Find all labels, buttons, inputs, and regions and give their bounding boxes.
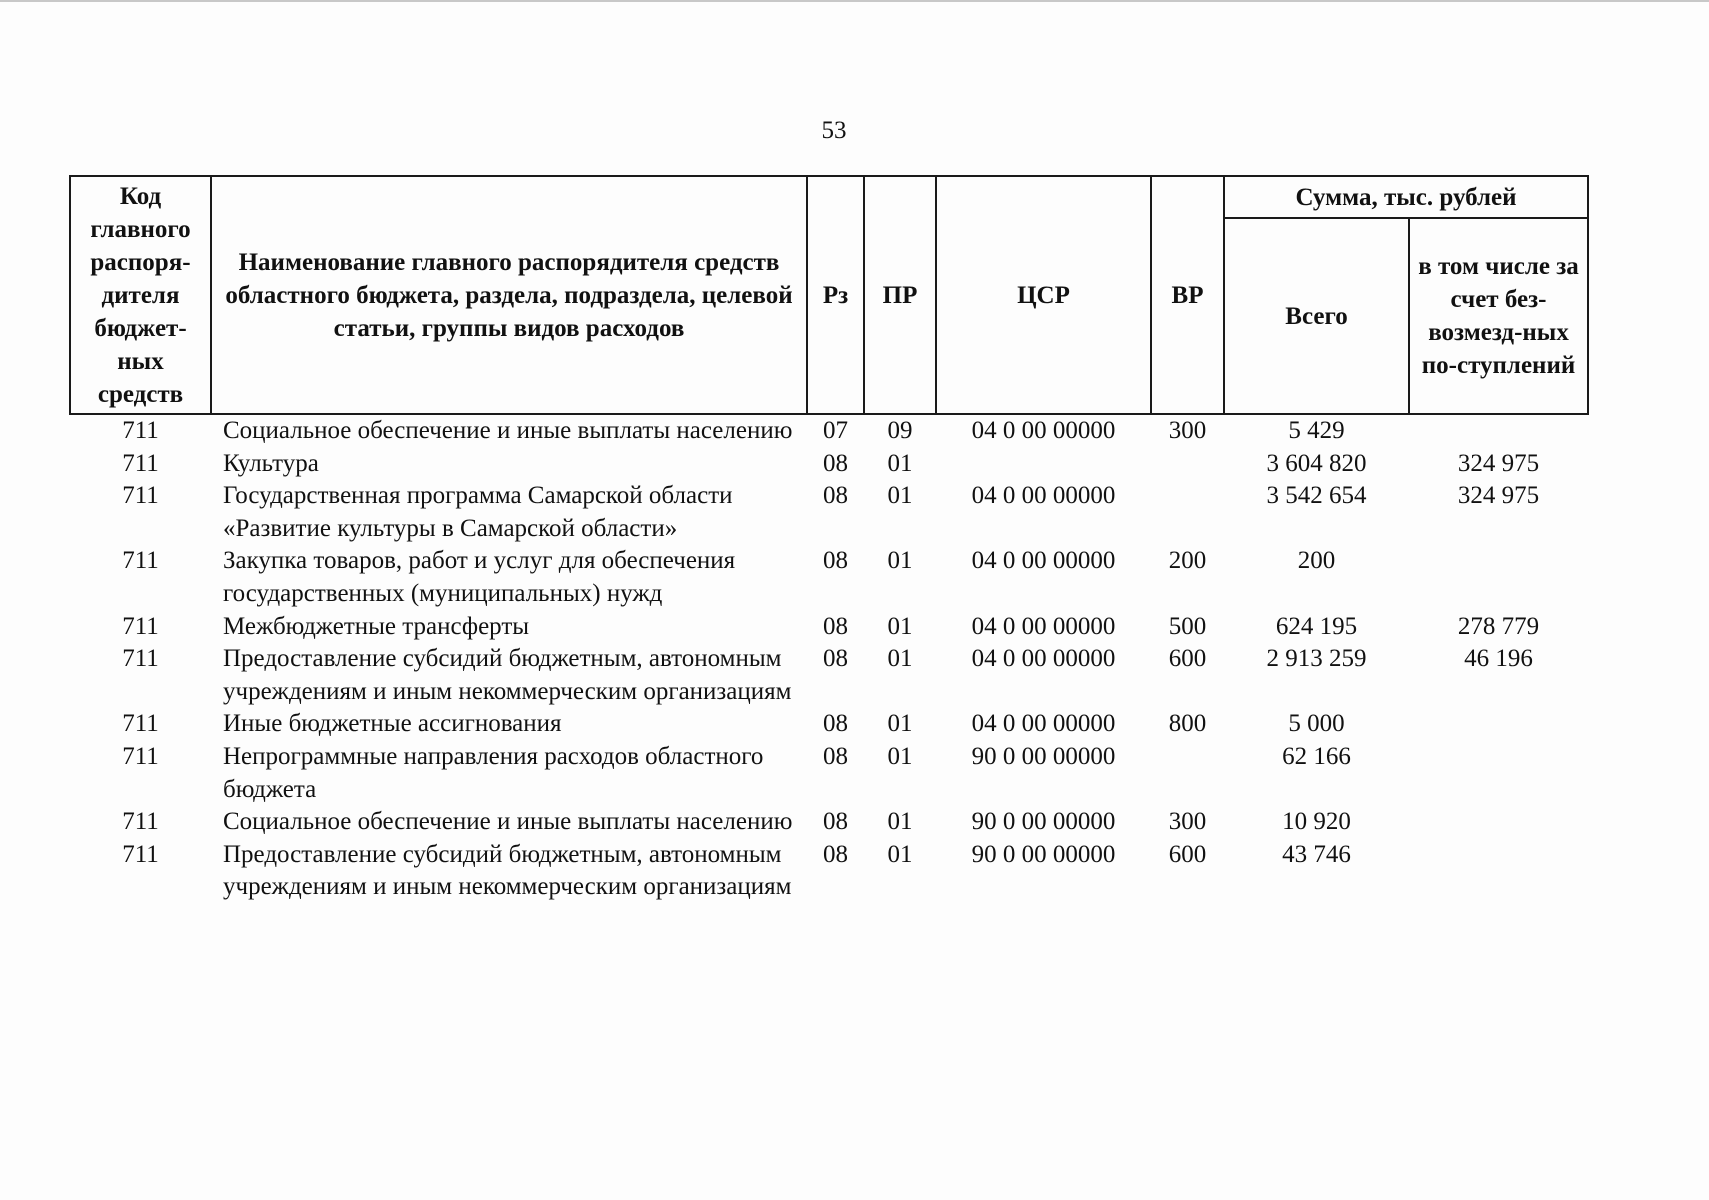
cell-csr: 90 0 00 00000 (971, 742, 1116, 770)
table-row (70, 839, 1588, 904)
table-body (70, 414, 1588, 904)
cell-name: Закупка товаров, работ и услуг для обеспечения государственных (муниципальных) нужд (223, 547, 736, 607)
cell-csr: 90 0 00 00000 (971, 808, 1116, 836)
cell-vr: 300 (1168, 808, 1207, 836)
cell-code: 711 (122, 840, 159, 868)
table-row (70, 545, 1588, 610)
cell-total: 5 000 (1288, 710, 1345, 738)
cell-total: 5 429 (1288, 417, 1345, 444)
cell-code: 711 (122, 742, 159, 770)
cell-name: Непрограммные направления расходов областного бюджета (223, 742, 764, 803)
cell-free-receipts: 324 975 (1457, 482, 1540, 510)
budget-table (69, 175, 1589, 904)
cell-pr: 01 (887, 482, 913, 510)
table-row (70, 806, 1588, 839)
cell-code: 711 (122, 449, 159, 477)
cell-vr: 600 (1168, 840, 1207, 868)
cell-name: Культура (223, 449, 319, 477)
cell-vr (1151, 741, 1224, 806)
cell-total: 10 920 (1282, 808, 1351, 836)
cell-code: 711 (122, 482, 159, 510)
cell-name: Иные бюджетные ассигнования (223, 710, 562, 738)
cell-free-receipts: 324 975 (1457, 449, 1540, 477)
cell-name: Межбюджетные трансферты (223, 612, 530, 640)
cell-pr: 01 (887, 612, 913, 640)
header-csr: ЦСР (936, 176, 1151, 414)
table-row (70, 643, 1588, 708)
cell-total: 62 166 (1282, 742, 1351, 770)
cell-total: 2 913 259 (1266, 645, 1367, 673)
cell-pr: 01 (887, 742, 913, 770)
cell-code: 711 (122, 547, 159, 575)
cell-pr: 01 (887, 710, 913, 738)
cell-free-receipts: 278 779 (1457, 612, 1540, 640)
cell-rz: 08 (823, 710, 848, 738)
cell-code: 711 (122, 808, 159, 836)
cell-code: 711 (122, 612, 159, 640)
cell-csr (936, 448, 1151, 481)
cell-free-receipts (1409, 545, 1588, 610)
table-row (70, 611, 1588, 644)
cell-rz: 08 (823, 840, 848, 868)
cell-vr: 800 (1168, 710, 1207, 738)
cell-pr: 01 (887, 840, 913, 868)
cell-rz: 08 (823, 482, 848, 510)
cell-rz: 08 (823, 449, 848, 477)
header-pr: ПР (864, 176, 936, 414)
cell-pr: 01 (887, 645, 913, 673)
cell-total: 200 (1297, 547, 1336, 575)
header-total: Всего (1224, 218, 1409, 414)
cell-pr: 01 (887, 449, 913, 477)
cell-csr: 04 0 00 00000 (971, 710, 1116, 738)
cell-free-receipts (1409, 414, 1588, 448)
cell-pr: 09 (887, 417, 913, 444)
table-row (70, 480, 1588, 545)
header-name: Наименование главного распорядителя средств областного бюджета, раздела, подраздела, целевой статьи, группы видов расходов (211, 176, 807, 414)
cell-rz: 08 (823, 612, 848, 640)
top-edge-rule (0, 0, 1709, 2)
cell-rz: 08 (823, 742, 848, 770)
cell-vr: 200 (1168, 547, 1207, 575)
cell-code: 711 (122, 710, 159, 738)
header-free-receipts: в том числе за счет без-возмезд-ных по-ступлений (1409, 218, 1588, 414)
header-code: Код главного распоря-дителя бюджет-ных средств (70, 176, 211, 414)
cell-rz: 08 (823, 645, 848, 673)
cell-csr: 04 0 00 00000 (971, 612, 1116, 640)
cell-code: 711 (122, 645, 159, 673)
cell-pr: 01 (887, 808, 913, 836)
cell-name: Предоставление субсидий бюджетным, автономным учреждениям и иным некоммерческим организациям (223, 645, 792, 705)
table-row (70, 741, 1588, 806)
cell-name: Социальное обеспечение и иные выплаты населению (223, 417, 793, 444)
header-rz: Рз (807, 176, 864, 414)
cell-rz: 07 (823, 417, 848, 444)
cell-total: 3 542 654 (1266, 482, 1367, 510)
cell-csr: 04 0 00 00000 (971, 547, 1116, 575)
header-vr: ВР (1151, 176, 1224, 414)
cell-rz: 08 (823, 808, 848, 836)
table-row (70, 414, 1588, 448)
cell-total: 624 195 (1275, 612, 1358, 640)
table-row (70, 448, 1588, 481)
header-sum-group: Сумма, тыс. рублей (1224, 176, 1588, 218)
cell-csr: 04 0 00 00000 (971, 417, 1116, 444)
cell-free-receipts (1409, 839, 1588, 904)
cell-code: 711 (122, 417, 159, 444)
cell-csr: 90 0 00 00000 (971, 840, 1116, 868)
cell-free-receipts (1409, 708, 1588, 741)
cell-rz: 08 (823, 547, 848, 575)
cell-free-receipts (1409, 741, 1588, 806)
table-header (70, 176, 1588, 414)
cell-vr (1151, 448, 1224, 481)
cell-vr: 300 (1168, 417, 1207, 444)
cell-free-receipts (1409, 806, 1588, 839)
cell-free-receipts: 46 196 (1464, 645, 1533, 673)
cell-vr: 600 (1168, 645, 1207, 673)
page-number: 53 (821, 117, 847, 144)
cell-total: 43 746 (1282, 840, 1351, 868)
cell-total: 3 604 820 (1266, 449, 1367, 477)
cell-csr: 04 0 00 00000 (971, 645, 1116, 673)
cell-name: Государственная программа Самарской области «Развитие культуры в Самарской области» (223, 482, 733, 542)
cell-vr (1151, 480, 1224, 545)
cell-name: Социальное обеспечение и иные выплаты населению (223, 808, 793, 836)
cell-csr: 04 0 00 00000 (971, 482, 1116, 510)
table-row (70, 708, 1588, 741)
cell-vr: 500 (1168, 612, 1207, 640)
cell-pr: 01 (887, 547, 913, 575)
cell-name: Предоставление субсидий бюджетным, автономным учреждениям и иным некоммерческим организациям (223, 840, 792, 901)
